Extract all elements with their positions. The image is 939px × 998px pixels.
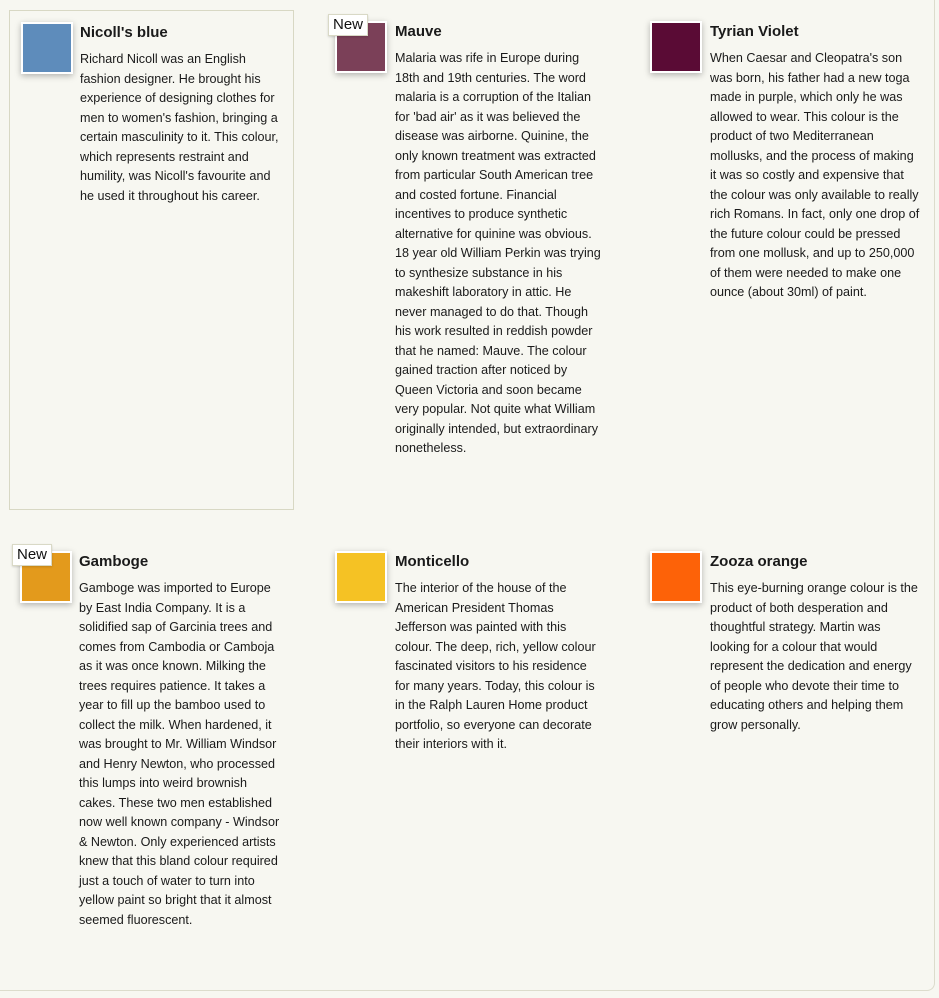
colour-description: Richard Nicoll was an English fashion designer. He brought his experience of designing clothes for men to women's fashion, bringing a certain masculinity to it. This colour, which represents restraint and humility, was Nicoll's favourite and he used it throughout his career. xyxy=(80,52,279,203)
colour-description: When Caesar and Cleopatra's son was born, his father had a new toga made in purple, which only he was allowed to wear. This colour is the product of two Mediterranean mollusks, and the process of making it was so costly and expensive that the colour was only available to really rich Romans. In fact, only one drop of the future colour could be pressed from one mollusk, and up to 250,000 of them were needed to make one ounce (about 30ml) of paint. xyxy=(710,51,920,299)
colour-name: Tyrian Violet xyxy=(710,23,799,40)
colour-description: This eye-burning orange colour is the product of both desperation and thoughtful strategy. Martin was looking for a colour that would represent the dedication and energy of people who devote their time to educating others and helping them grow personally. xyxy=(710,581,918,732)
colour-name: Mauve xyxy=(395,23,442,40)
colour-swatch[interactable] xyxy=(335,551,387,603)
colour-card-nicolls-blue[interactable] xyxy=(9,10,294,510)
colour-card-gamboge[interactable] xyxy=(9,540,294,980)
colour-name: Zooza orange xyxy=(710,553,808,570)
colour-name: Monticello xyxy=(395,553,470,570)
colour-card-tyrian-violet[interactable] xyxy=(640,10,925,510)
colour-swatch[interactable] xyxy=(21,22,73,74)
colour-card-mauve[interactable] xyxy=(325,10,610,510)
colour-name: Gamboge xyxy=(79,553,149,570)
new-badge: New xyxy=(328,14,368,36)
colour-description: Malaria was rife in Europe during 18th and 19th centuries. The word malaria is a corruption of the Italian for 'bad air' as it was believed the disease was airborne. Quinine, the only known treatment was extracted from particular South American tree and costed fortune. Financial incentives to produce synthetic alternative for quinine was obvious. 18 year old William Perkin was trying to synthesize substance in his makeshift laboratory in attic. He never managed to do that. Though his work resulted in reddish powder that he named: Mauve. The colour gained traction after noticed by Queen Victoria and soon became very popular. Not quite what William originally intended, but extraordinary nonetheless. xyxy=(395,51,601,455)
colour-description: Gamboge was imported to Europe by East India Company. It is a solidified sap of Garcinia trees and comes from Cambodia or Camboja as it was once known. Milking the trees requires patience. It takes a year to fill up the bamboo used to collect the milk. When hardened, it was brought to Mr. William Windsor and Henry Newton, who processed this lumps into weird brownish cakes. These two men established now well known company - Windsor & Newton. Only experienced artists knew that this bland colour required just a touch of water to turn into yellow paint so bright that it almost seemed fluorescent. xyxy=(79,581,280,927)
new-badge: New xyxy=(12,544,52,566)
colour-description: The interior of the house of the American President Thomas Jefferson was painted with this colour. The deep, rich, yellow colour fascinated visitors to his residence for many years. Today, this colour is in the Ralph Lauren Home product portfolio, so everyone can decorate their interiors with it. xyxy=(395,581,596,751)
colour-swatch[interactable] xyxy=(650,21,702,73)
colour-card-zooza-orange[interactable] xyxy=(640,540,925,980)
colour-card-monticello[interactable] xyxy=(325,540,610,980)
colour-name: Nicoll's blue xyxy=(80,24,168,41)
colour-swatch[interactable] xyxy=(650,551,702,603)
